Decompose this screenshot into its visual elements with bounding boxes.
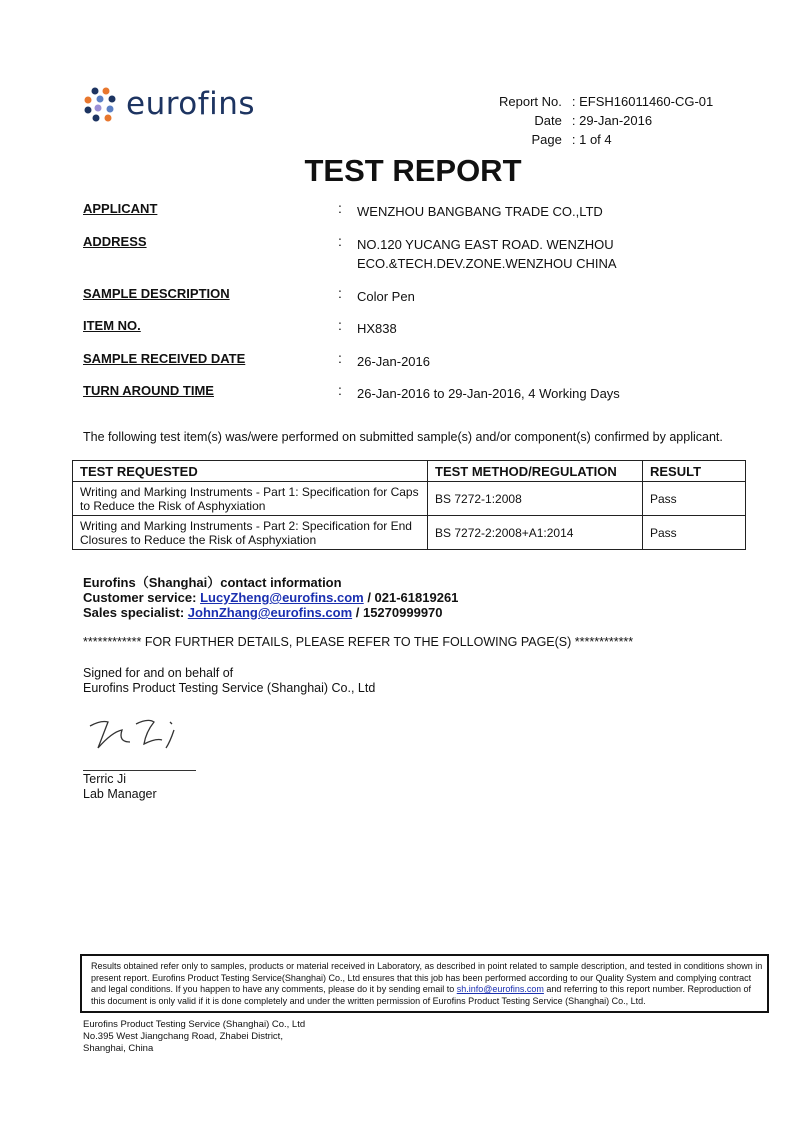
sample-description-label: SAMPLE DESCRIPTION [83, 286, 230, 301]
customer-service-email-link[interactable]: LucyZheng@eurofins.com [200, 590, 364, 605]
table-row: Writing and Marking Instruments - Part 1: Specification for Caps to Reduce the Risk of Asphyxiation BS 7272-1:2008 Pass [73, 482, 746, 516]
colon: : [338, 317, 342, 333]
colon: : [338, 200, 342, 216]
table-row: Writing and Marking Instruments - Part 2: Specification for End Closures to Reduce the Risk of Asphyxiation BS 7272-2:2008+A1:2014 Pass [73, 516, 746, 550]
page-title: TEST REPORT [304, 153, 522, 188]
intro-text: The following test item(s) was/were performed on submitted sample(s) and/or component(s) confirmed by applicant. [83, 430, 723, 444]
address-line-2: ECO.&TECH.DEV.ZONE.WENZHOU CHINA [357, 256, 617, 271]
address-line-1: NO.120 YUCANG EAST ROAD. WENZHOU [357, 237, 614, 252]
report-meta: Report No. : EFSH16011460-CG-01 Date : 29-Jan-2016 Page : 1 of 4 [499, 94, 714, 147]
footer-block [80, 954, 770, 1055]
info-email-link[interactable]: sh.info@eurofins.com [456, 984, 544, 994]
received-date-label: SAMPLE RECEIVED DATE [83, 351, 246, 366]
item-no-value: HX838 [357, 321, 397, 336]
address-label: ADDRESS [83, 234, 147, 249]
signature-line [83, 770, 196, 771]
colon: : [338, 382, 342, 398]
received-date-value: 26-Jan-2016 [357, 354, 430, 369]
footer-address: Eurofins Product Testing Service (Shanghai) Co., Ltd No.395 West Jiangchang Road, Zhabei District, Shanghai, China [83, 1019, 306, 1054]
sample-description-value: Color Pen [357, 289, 415, 304]
turnaround-label: TURN AROUND TIME [83, 383, 214, 398]
further-details-note: ************ FOR FURTHER DETAILS, PLEASE REFER TO THE FOLLOWING PAGE(S) ************ [83, 635, 634, 649]
signer: Terric Ji Lab Manager [83, 772, 157, 801]
colon: : [338, 233, 342, 249]
table-header: TEST REQUESTED TEST METHOD/REGULATION RESULT [73, 461, 746, 482]
signed-on-behalf: Signed for and on behalf of Eurofins Product Testing Service (Shanghai) Co., Ltd [83, 666, 376, 695]
colon: : [338, 350, 342, 366]
eurofins-logo: eurofins [84, 86, 255, 122]
eurofins-dots-icon [84, 86, 120, 122]
item-no-label: ITEM NO. [83, 318, 141, 333]
signature [86, 708, 196, 753]
contact-info: Eurofins（Shanghai）contact information Customer service: LucyZheng@eurofins.com / 021-61819261 Sales specialist: JohnZhang@eurofins.com / 15270999970 [83, 575, 459, 620]
applicant-label: APPLICANT [83, 201, 158, 216]
colon: : [338, 285, 342, 301]
results-table [72, 460, 746, 550]
applicant-value: WENZHOU BANGBANG TRADE CO.,LTD [357, 204, 603, 219]
sales-email-link[interactable]: JohnZhang@eurofins.com [187, 605, 353, 620]
disclaimer-box: Results obtained refer only to samples, products or material received in Laboratory, as described in point related to sample description, and tested in conditions shown in present report. Eurofins Product Testing Service(Shanghai) Co., Ltd ensures that this job has been performed according to our Quality System and complying contract and legal conditions. If you happen to have any comments, please do it by sending email to sh.info@eurofins.com and referring to this report number. Reproduction of this document is only valid if it is done completely and under the written permission of Eurofins Product Testing Service (Shanghai) Co., Ltd. [80, 954, 769, 1013]
turnaround-value: 26-Jan-2016 to 29-Jan-2016, 4 Working Days [357, 386, 620, 401]
